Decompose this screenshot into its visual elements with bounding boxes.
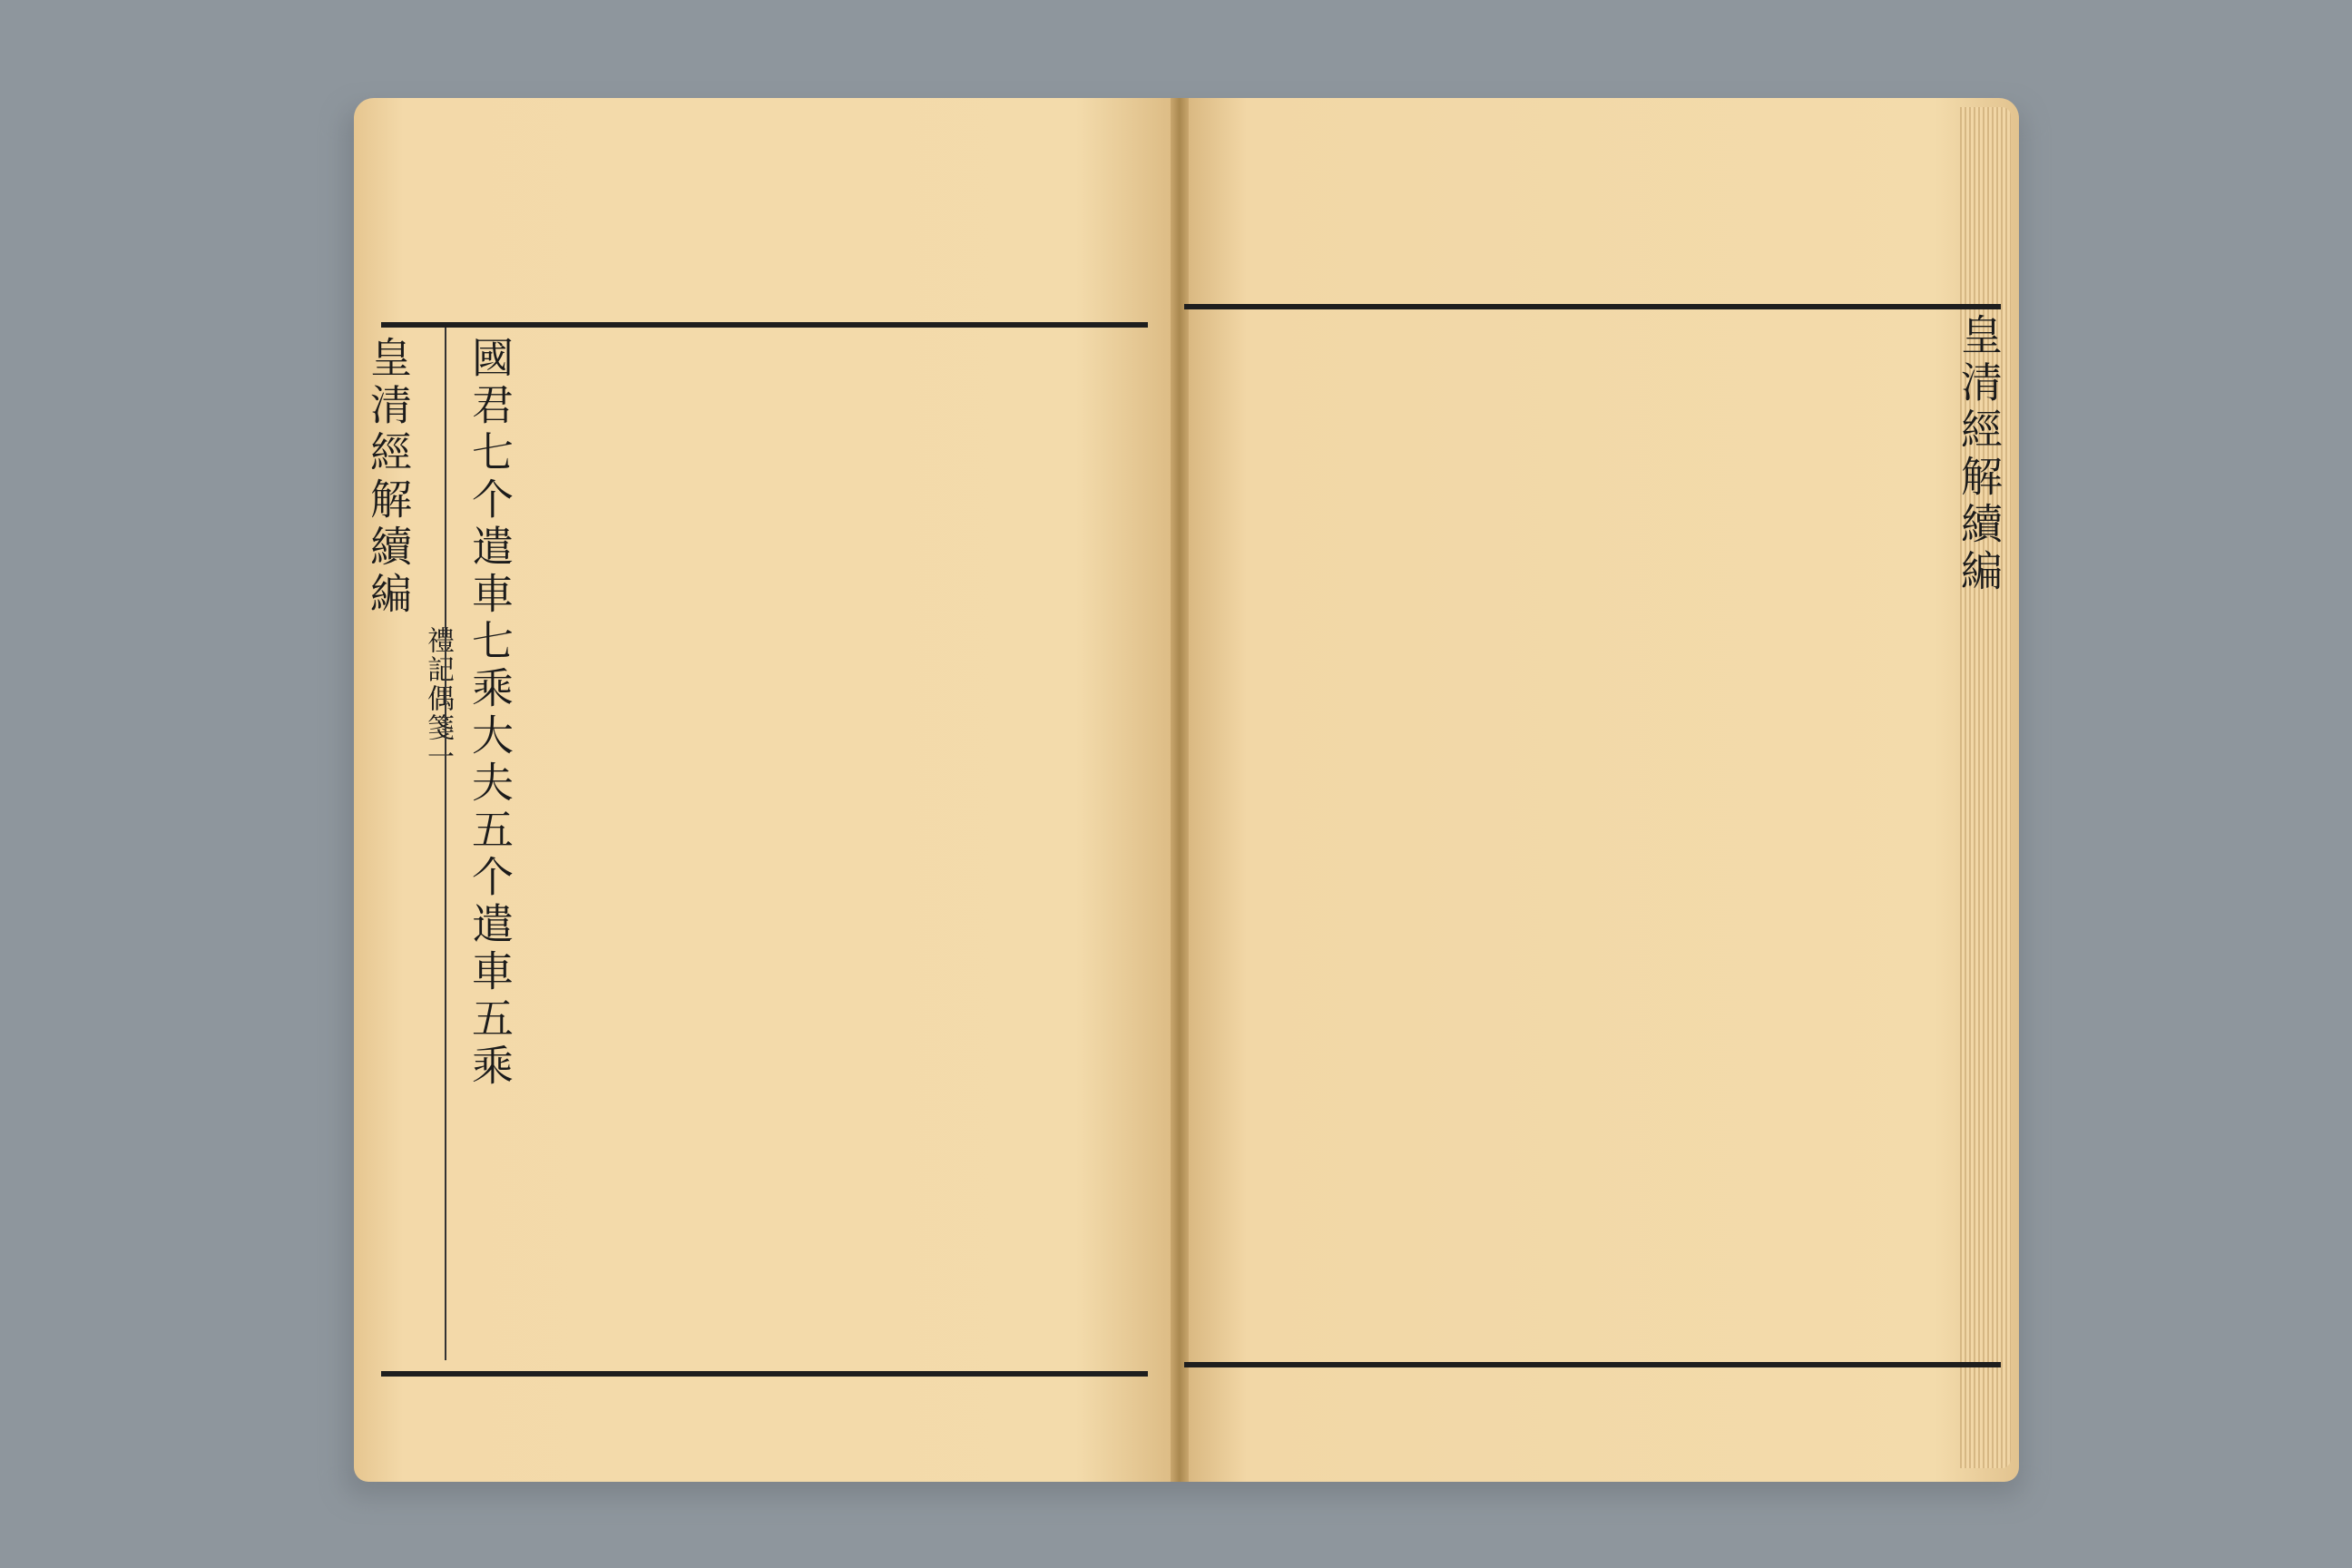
right-text-frame bbox=[1184, 304, 2001, 1367]
left-column-1: 國君七个遣車七乘大夫五个遣車五乘 bbox=[466, 336, 514, 1091]
left-column-rule bbox=[445, 328, 446, 1360]
left-section-label: 禮記偶箋一 bbox=[422, 626, 454, 771]
left-margin-title: 皇清經解續編 bbox=[364, 336, 413, 619]
right-margin-title: 皇清經解續編 bbox=[1955, 313, 2004, 596]
